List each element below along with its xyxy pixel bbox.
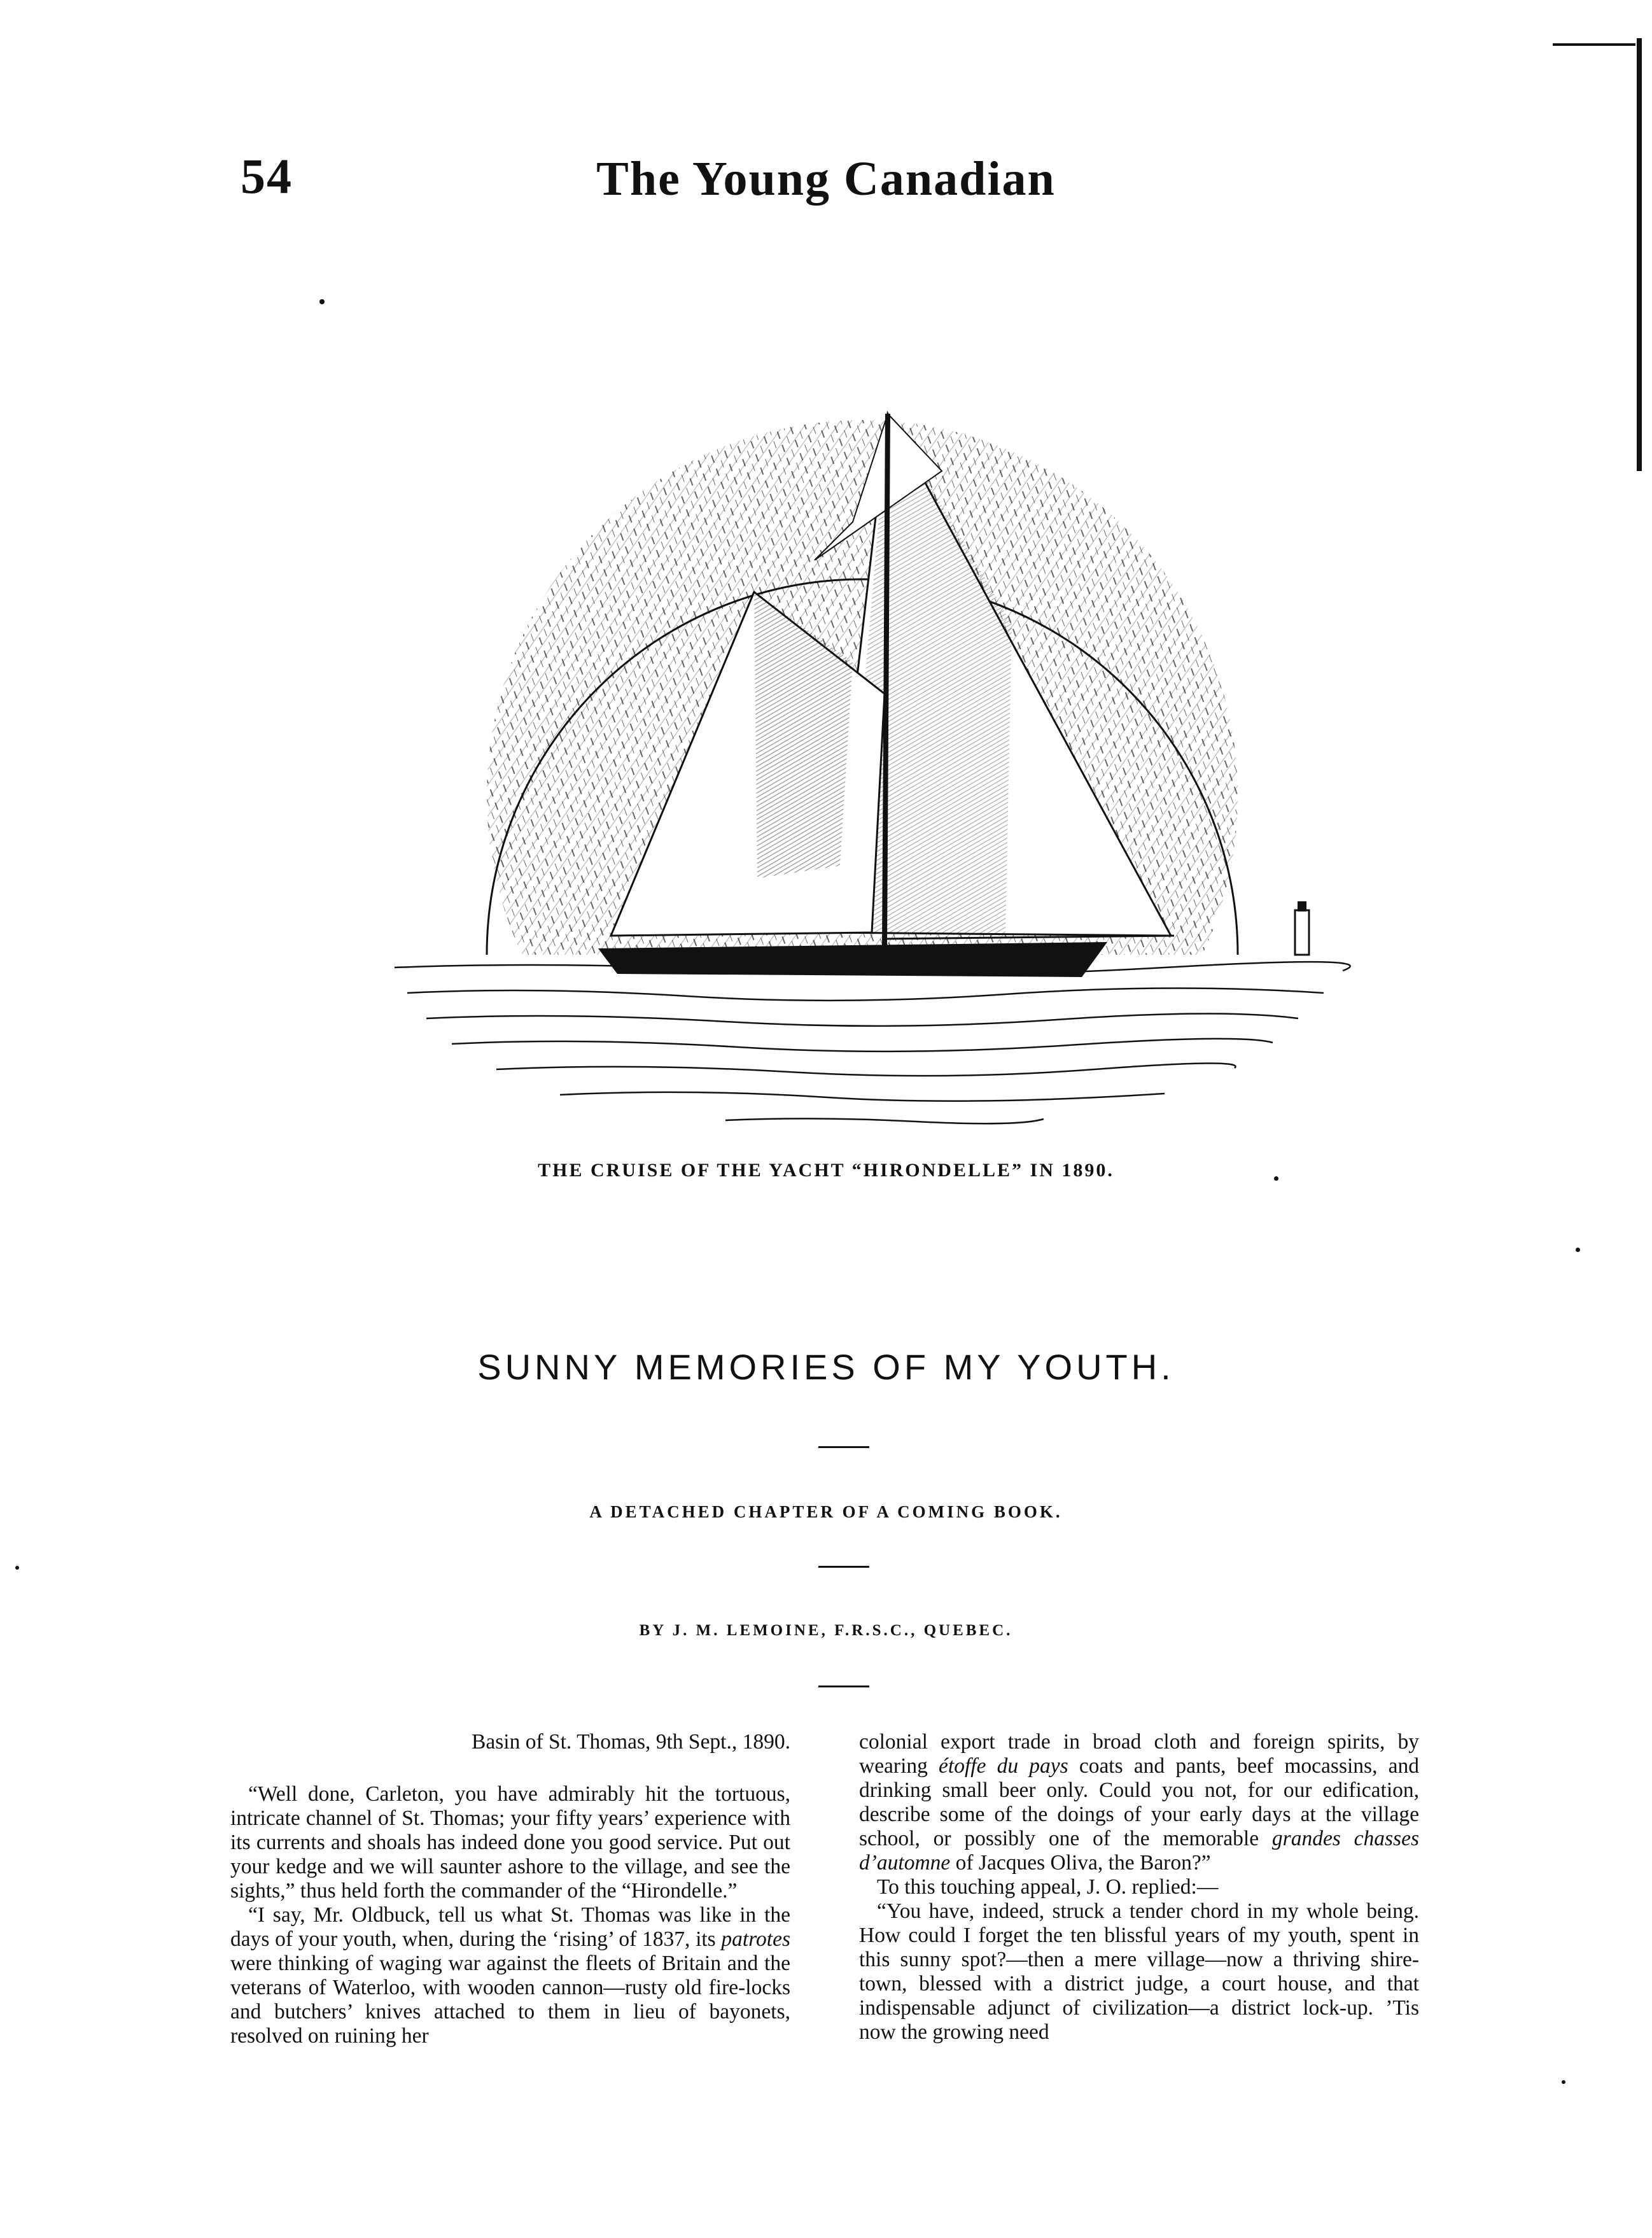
article-byline: BY J. M. LEMOINE, F.R.S.C., QUEBEC.	[639, 1622, 1013, 1639]
divider-rule	[818, 1446, 869, 1448]
dateline: Basin of St. Thomas, 9th Sept., 1890.	[472, 1730, 790, 1754]
water	[395, 962, 1350, 1123]
print-speck	[1576, 1248, 1580, 1252]
lighthouse	[1295, 910, 1309, 955]
yacht-illustration	[369, 395, 1355, 1139]
divider-rule	[818, 1566, 869, 1568]
paragraph: “I say, Mr. Oldbuck, tell us what St. Thomas was like in the days of your youth, when, during the ‘rising’ of 1837, its patrotes were thinking of waging war against the fleets of Britain and the veterans of Waterloo, with wooden cannon—rusty old fire-locks and butchers’ knives attached to them in lieu of bayonets, resolved on ruining her	[230, 1903, 790, 2048]
left-column	[230, 1730, 790, 2048]
article-subtitle: A DETACHED CHAPTER OF A COMING BOOK.	[589, 1502, 1063, 1521]
page-edge-rule	[1637, 38, 1642, 471]
page-number: 54	[241, 148, 293, 204]
print-speck	[319, 299, 325, 304]
divider-rule	[818, 1686, 869, 1687]
right-column	[859, 1730, 1419, 2044]
article-title: SUNNY MEMORIES OF MY YOUTH.	[477, 1347, 1175, 1387]
illustration-caption: THE CRUISE OF THE YACHT “HIRONDELLE” IN 1890.	[538, 1160, 1114, 1181]
paragraph-continued: colonial export trade in broad cloth and foreign spirits, by wearing étoffe du pays coats and pants, beef mocassins, and drinking small beer only. Could you not, for our edification, describe some of the doings of your early days at the village school, or possibly one of the memorable grandes chasses d’automne of Jacques Oliva, the Baron?”	[859, 1730, 1419, 1875]
print-speck	[15, 1566, 19, 1570]
paragraph: “You have, indeed, struck a tender chord in my whole being. How could I forget the ten blissful years of my youth, spent in this sunny spot?—then a mere village—now a thriving shire-town, blessed with a district judge, a court house, and that indispensable adjunct of civilization—a district lock-up. ’Tis now the growing need	[859, 1899, 1419, 2044]
print-speck	[1274, 1176, 1278, 1181]
paragraph: “Well done, Carleton, you have admirably hit the tortuous, intricate channel of St. Thomas; your fifty years’ experience with its currents and shoals has indeed done you good service. Put out your kedge and we will saunter ashore to the village, and see the sights,” thus held forth the commander of the “Hirondelle.”	[230, 1782, 790, 1903]
mast	[885, 414, 888, 948]
running-title: The Young Canadian	[596, 152, 1056, 206]
page-edge-tick	[1553, 43, 1635, 46]
paragraph: To this touching appeal, J. O. replied:—	[877, 1875, 1219, 1899]
print-speck	[1562, 2080, 1565, 2084]
